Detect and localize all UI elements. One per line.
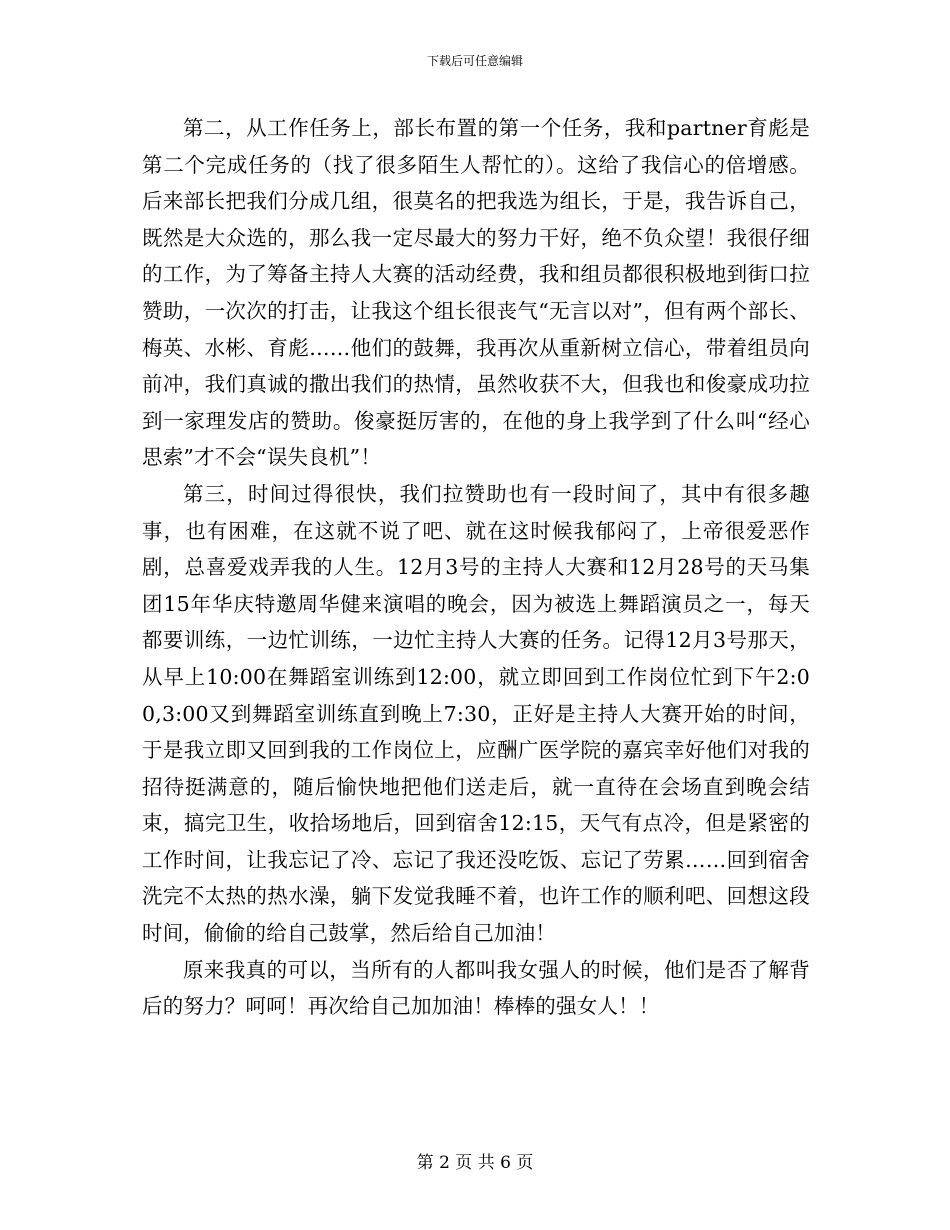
paragraph-conclusion: 原来我真的可以，当所有的人都叫我女强人的时候，他们是否了解背后的努力？呵呵！再次给自己加加油！棒棒的强女人！！: [142, 957, 810, 1019]
page-header: 下载后可任意编辑: [426, 54, 523, 68]
paragraph-third-point: 第三，时间过得很快，我们拉赞助也有一段时间了，其中有很多趣事，也有困难，在这就不说了吧、就在这时候我郁闷了，上帝很爱恶作剧，总喜爱戏弄我的人生。12月3号的主持人大赛和12月28号的天马集团15年华庆特邀周华健来演唱的晚会，因为被选上舞蹈演员之一，每天都要训练，一边忙训练，一边忙主持人大赛的任务。记得12月3号那天，从早上10:00在舞蹈室训练到12:00，就立即回到工作岗位忙到下午2:00,3:00又到舞蹈室训练直到晚上7:30，正好是主持人大赛开始的时间，于是我立即又回到我的工作岗位上，应酬广医学院的嘉宾幸好他们对我的招待挺满意的，随后愉快地把他们送走后，就一直待在会场直到晚会结束，搞完卫生，收拾场地后，回到宿舍12:15，天气有点冷，但是紧密的工作时间，让我忘记了冷、忘记了我还没吃饭、忘记了劳累……回到宿舍洗完不太热的热水澡，躺下发觉我睡不着，也许工作的顺利吧、回想这段时间，偷偷的给自己鼓掌，然后给自己加油！: [142, 481, 810, 946]
paragraph-second-point: 第二，从工作任务上，部长布置的第一个任务，我和partner育彪是第二个完成任务的（找了很多陌生人帮忙的）。这给了我信心的倍增感。后来部长把我们分成几组，很莫名的把我选为组长，于是，我告诉自己，既然是大众选的，那么我一定尽最大的努力干好，绝不负众望！我很仔细的工作，为了筹备主持人大赛的活动经费，我和组员都很积极地到街口拉赞助，一次次的打击，让我这个组长很丧气“无言以对”，但有两个部长、梅英、水彬、育彪……他们的鼓舞，我再次从重新树立信心，带着组员向前冲，我们真诚的撒出我们的热情，虽然收获不大，但我也和俊豪成功拉到一家理发店的赞助。俊豪挺厉害的，在他的身上我学到了什么叫“经心思索”才不会“误失良机”！: [142, 116, 810, 470]
page-number: 第 2 页 共 6 页: [416, 1153, 534, 1173]
document-body: [142, 110, 810, 1025]
